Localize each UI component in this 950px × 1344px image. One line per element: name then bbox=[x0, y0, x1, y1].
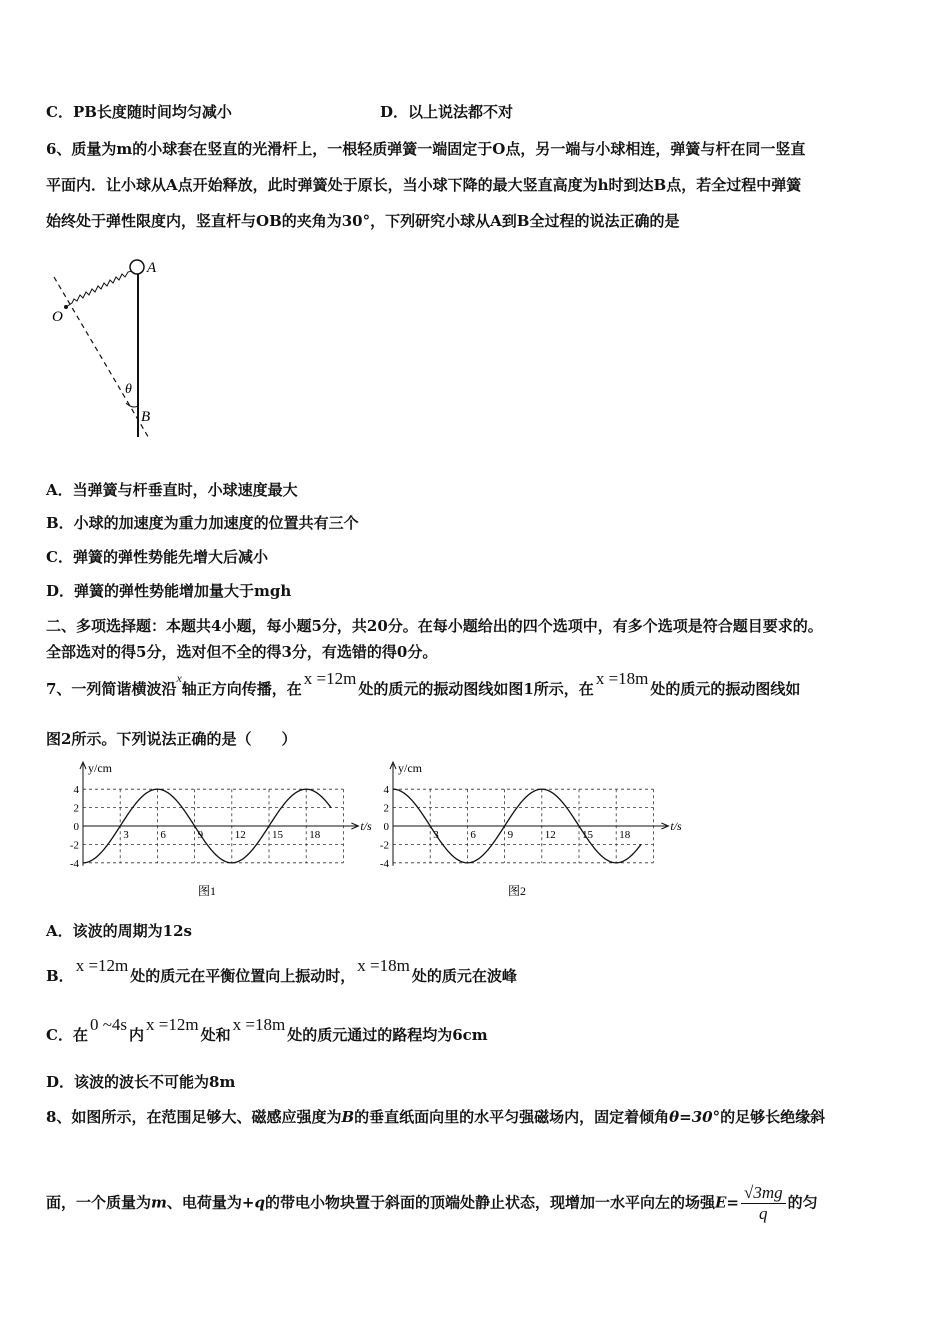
chart2-ylabel: y/cm bbox=[398, 761, 422, 775]
math-x18: x =18m bbox=[595, 669, 649, 688]
chart2-xtick-label: 3 bbox=[433, 829, 439, 841]
chart2-ytick-label: 4 bbox=[383, 784, 389, 797]
section2-line1: 二、多项选择题：本题共4小题，每小题5分，共20分。在每小题给出的四个选项中，有多个选项是符合题目要求的。 bbox=[46, 617, 823, 635]
q5-option-d: D．以上说法都不对 bbox=[380, 103, 514, 121]
fraction-e: $\frac{√3mg}{q}$ bbox=[741, 1183, 786, 1224]
chart1-title: 图1 bbox=[197, 884, 217, 898]
chart2-ytick-label: -2 bbox=[379, 839, 389, 852]
chart1-ylabel: y/cm bbox=[88, 761, 112, 775]
q6-option-a: A．当弹簧与杆垂直时，小球速度最大 bbox=[46, 481, 298, 499]
q7-stem-line2: 图2所示。下列说法正确的是（ ） bbox=[46, 730, 297, 748]
chart1-ytick-label: 0 bbox=[73, 821, 79, 833]
q6-stem-line2: 平面内．让小球从A点开始释放，此时弹簧处于原长，当小球下降的最大竖直高度为h时到达B点，若全过程中弹簧 bbox=[46, 176, 802, 194]
chart2-xtick-label: 6 bbox=[470, 829, 476, 841]
chart1-xtick-label: 6 bbox=[160, 829, 166, 841]
q5-option-c: C．PB长度随时间均匀减小 bbox=[46, 103, 232, 121]
chart2-title: 图2 bbox=[507, 884, 527, 898]
chart1-xtick-label: 3 bbox=[123, 829, 129, 841]
chart1-ytick-label: 4 bbox=[73, 784, 79, 797]
chart1-xlabel: t/s bbox=[360, 819, 372, 833]
q6-stem-line1: 6、质量为m的小球套在竖直的光滑杆上，一根轻质弹簧一端固定于O点，另一端与小球相连，弹簧与杆在同一竖直 bbox=[46, 140, 806, 158]
chart2-ytick-label: 0 bbox=[383, 821, 389, 833]
q7-option-b: B．x =12m处的质元在平衡位置向上振动时，x =18m处的质元在波峰 bbox=[46, 956, 517, 985]
q7-stem-line1: 7、一列简谐横波沿$^x$轴正方向传播，在x =12m处的质元的振动图线如图1所示，在x =18m处的质元的振动图线如 bbox=[46, 669, 801, 698]
chart2-ytick-label: 2 bbox=[383, 802, 389, 815]
chart-figure-1 bbox=[55, 758, 375, 903]
chart1-xtick-label: 12 bbox=[234, 829, 246, 841]
math-x12: x =12m bbox=[303, 669, 357, 688]
chart1-ytick-label: -4 bbox=[69, 857, 79, 870]
q8-line1: 8、如图所示，在范围足够大、磁感应强度为B的垂直纸面向里的水平匀强磁场内，固定着倾角θ=30°的足够长绝缘斜 bbox=[46, 1108, 826, 1126]
q6-spring-figure bbox=[40, 245, 180, 445]
q7-option-d: D．该波的波长不可能为8m bbox=[46, 1073, 236, 1091]
q6-option-b: B．小球的加速度为重力加速度的位置共有三个 bbox=[46, 514, 359, 532]
spring-coil bbox=[66, 271, 132, 307]
q7-option-c: C．在0 ~4s内x =12m处和x =18m处的质元通过的路程均为6cm bbox=[46, 1015, 488, 1044]
chart1-xtick-label: 18 bbox=[309, 829, 321, 841]
angle-arc bbox=[126, 403, 138, 407]
chart2-xtick-label: 18 bbox=[619, 829, 631, 841]
chart2-xtick-label: 15 bbox=[582, 829, 593, 841]
chart1-ytick-label: 2 bbox=[73, 802, 79, 815]
chart-figure-2 bbox=[365, 758, 685, 903]
point-o-icon bbox=[64, 305, 68, 309]
label-o: O bbox=[52, 309, 63, 325]
label-a: A bbox=[147, 260, 157, 276]
label-theta: θ bbox=[125, 382, 132, 397]
q6-option-c: C．弹簧的弹性势能先增大后减小 bbox=[46, 548, 268, 566]
chart1-xtick-label: 15 bbox=[272, 829, 283, 841]
section2-line2: 全部选对的得5分，选对但不全的得3分，有选错的得0分。 bbox=[46, 643, 438, 661]
chart2-xtick-label: 12 bbox=[544, 829, 556, 841]
label-b: B bbox=[141, 409, 151, 425]
chart1-xtick-label: 9 bbox=[197, 829, 204, 841]
chart2-ytick-label: -4 bbox=[379, 857, 389, 870]
chart2-xtick-label: 9 bbox=[507, 829, 514, 841]
dashed-ob-line bbox=[54, 277, 150, 440]
q8-line2: 面，一个质量为m、电荷量为+q的带电小物块置于斜面的顶端处静止状态，现增加一水平向左的场强E= $\frac{√3mg}{q}$ 的匀 bbox=[46, 1183, 818, 1223]
chart1-ytick-label: -2 bbox=[69, 839, 79, 852]
ball-a-icon bbox=[130, 260, 144, 274]
q7-option-a: A．该波的周期为12s bbox=[46, 922, 192, 940]
q6-stem-line3: 始终处于弹性限度内，竖直杆与OB的夹角为30°，下列研究小球从A到B全过程的说法正确的是 bbox=[46, 212, 680, 230]
q6-option-d: D．弹簧的弹性势能增加量大于mgh bbox=[46, 582, 292, 600]
chart2-xlabel: t/s bbox=[670, 819, 682, 833]
